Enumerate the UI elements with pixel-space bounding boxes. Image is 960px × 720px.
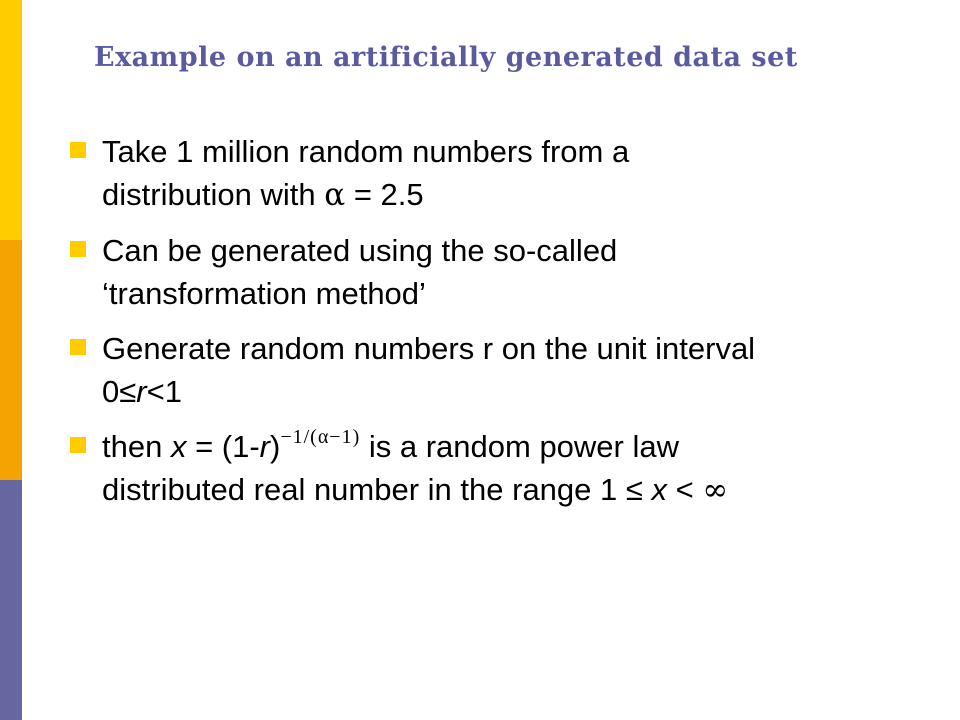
infinity-symbol: ∞	[702, 472, 729, 508]
bullet-text-line-2: distribution with α = 2.5	[102, 177, 424, 213]
bullet-text-line-2: 0≤r<1	[102, 374, 182, 409]
exponent: −1/(α−1)	[280, 426, 361, 448]
variable-r: r	[259, 429, 270, 464]
square-bullet-icon	[70, 339, 86, 355]
variable-x: x	[170, 429, 187, 464]
bullet-text-line-2: distributed real number in the range 1 ≤ x < ∞	[102, 472, 729, 508]
bullet-item-power-law-formula	[70, 425, 930, 512]
bullet-text-line-2: ‘transformation method’	[102, 276, 426, 311]
sidebar-segment-top	[0, 0, 22, 240]
sidebar-segment-bottom	[0, 480, 22, 720]
bullet-item-random-numbers	[70, 130, 930, 217]
square-bullet-icon	[70, 241, 86, 257]
alpha-symbol: α	[324, 177, 346, 213]
slide-title: Example on an artificially generated data set	[94, 42, 798, 73]
bullet-text-line-1: Take 1 million random numbers from a	[102, 134, 630, 169]
sidebar-segment-middle	[0, 240, 22, 480]
bullet-item-transformation-method	[70, 229, 930, 315]
variable-x: x	[651, 472, 667, 507]
square-bullet-icon	[70, 142, 86, 158]
square-bullet-icon	[70, 437, 86, 453]
bullet-text-line-1: Can be generated using the so-called	[102, 233, 618, 268]
variable-r: r	[136, 374, 147, 409]
bullet-text-line-1: Generate random numbers r on the unit interval	[102, 331, 756, 366]
bullet-text-line-1: then $x = (1-r)^{-1/(\alpha-1)}$ is a random power law	[102, 426, 679, 464]
bullet-item-unit-interval	[70, 327, 930, 413]
sidebar-accent	[0, 0, 22, 720]
bullet-list	[70, 130, 930, 524]
